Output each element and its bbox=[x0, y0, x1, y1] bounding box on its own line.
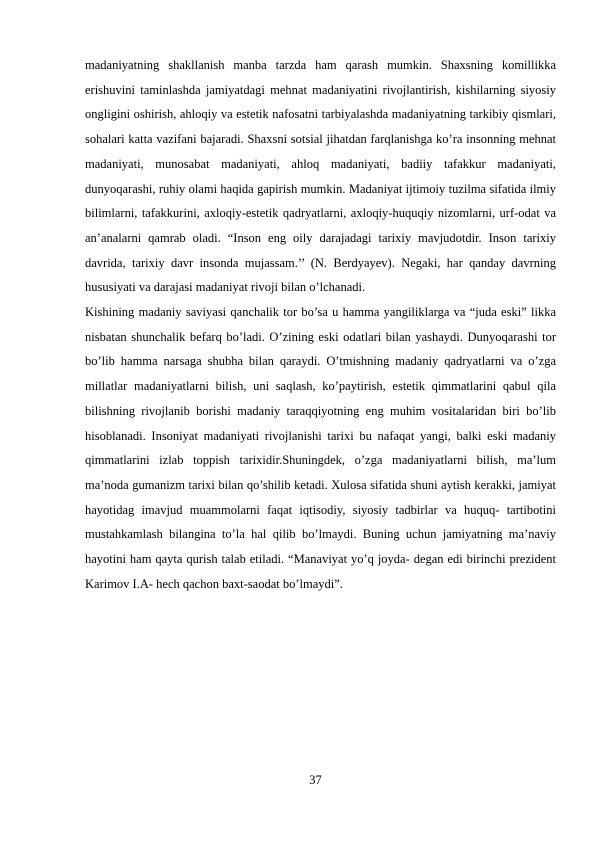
paragraph: madaniyatning shakllanish manba tarzda ham qarash mumkin. Shaxsning komillikka erishuvini taminlashda jamiyatdagi mehnat madaniyatini rivojlantirish, kishilarning siyosiy ongligini oshirish, ahloqiy va estetik nafosatni tarbiyalashda madaniyatning tarkibiy qismlari, sohalari katta vazifani bajaradi. Shaxsni sotsial jihatdan farqlanishga ko’ra insonning mehnat madaniyati, munosabat madaniyati, ahloq madaniyati, badiiy tafakkur madaniyati, dunyoqarashi, ruhiy olami haqida gapirish mumkin. Madaniyat ijtimoiy tuzilma sifatida ilmiy bilimlarni, tafakkurini, axloqiy-estetik qadryatlarni, axloqiy-huquqiy nizomlarni, urf-odat va an’analarni qamrab oladi. “Inson eng oily darajadagi tarixiy mavjudotdir. Inson tarixiy davrida, tarixiy davr insonda mujassam.’’ (N. Berdyayev). Negaki, har qanday davrning hususiyati va darajasi madaniyat rivoji bilan o’lchanadi. bbox=[85, 58, 556, 295]
page-number: 37 bbox=[309, 773, 322, 787]
document-body bbox=[85, 53, 556, 596]
paragraph: Kishining madaniy saviyasi qanchalik tor bo’sa u hamma yangiliklarga va “juda eski” likka nisbatan shunchalik befarq bo’ladi. O’zining eski odatlari bilan yashaydi. Dunyoqarashi tor bo’lib hamma narsaga shubha bilan qaraydi. O’tmishning madaniy qadryatlarni va o’zga millatlar madaniyatlarni bilish, uni saqlash, ko’paytirish, estetik qimmatlarini qabul qila bilishning rivojlanib borishi madaniy taraqqiyotning eng muhim vositalaridan biri bo’lib hisoblanadi. Insoniyat madaniyati rivojlanishi tarixi bu nafaqat yangi, balki eski madaniy qimmatlarini izlab toppish tarixidir.Shuningdek, o’zga madaniyatlarni bilish, ma’lum ma’noda gumanizm tarixi bilan qo’shilib ketadi. Xulosa sifatida shuni aytish kerakki, jamiyat hayotidag imavjud muammolarni faqat iqtisodiy, siyosiy tadbirlar va huquq- tartibotini mustahkamlash bilangina to’la hal qilib bo’lmaydi. Buning uchun jamiyatning ma’naviy hayotini ham qayta qurish talab etiladi. “Manaviyat yo’q joyda- degan edi birinchi prezident Karimov I.A- hech qachon baxt-saodat bo’lmaydi”. bbox=[85, 305, 556, 591]
